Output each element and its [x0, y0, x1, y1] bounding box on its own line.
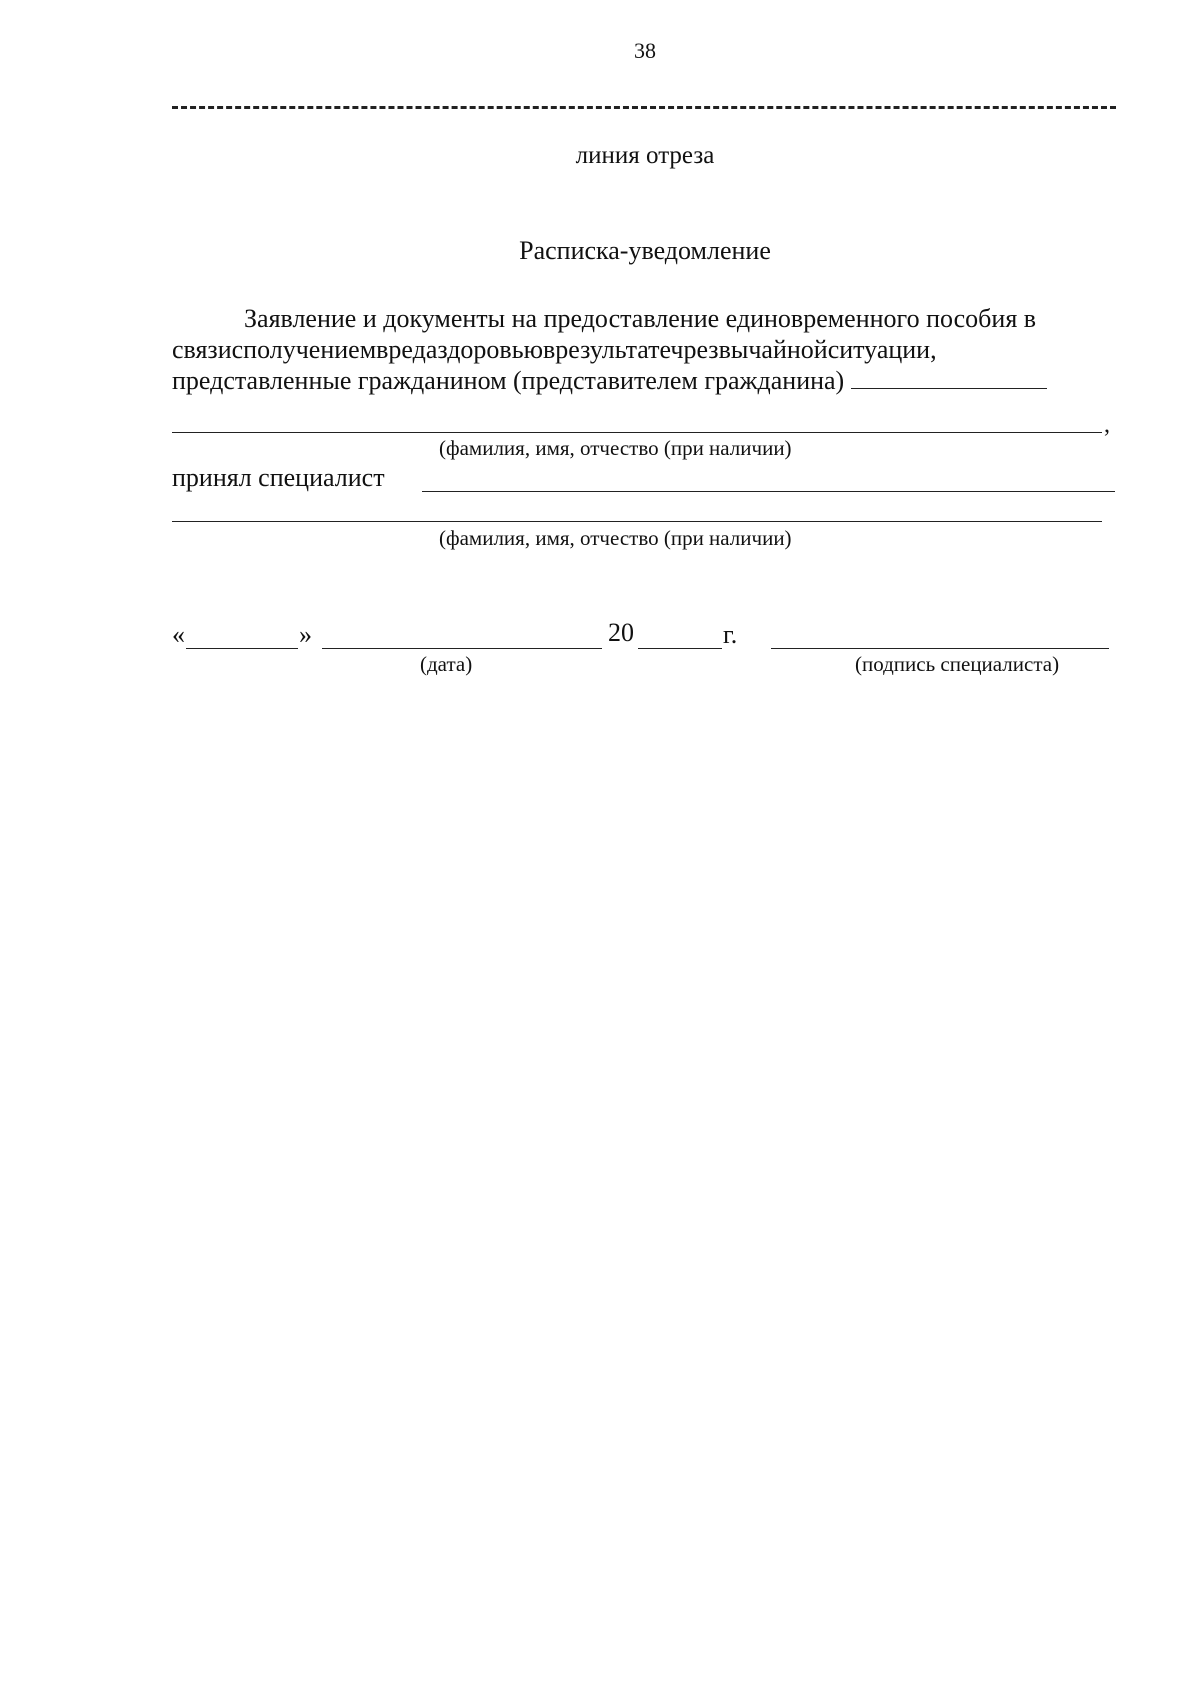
paragraph-word: связи	[172, 335, 232, 364]
date-close-quote: »	[299, 620, 312, 649]
caption-fio-citizen: (фамилия, имя, отчество (при наличии)	[439, 436, 792, 460]
paragraph-word: чрезвычайной	[670, 335, 828, 364]
statement-paragraph	[172, 303, 1116, 396]
paragraph-line-3-text: представленные гражданином (представителем гражданина)	[172, 366, 845, 395]
date-year-prefix: 20	[608, 618, 634, 647]
paragraph-word: с	[231, 335, 244, 364]
date-open-quote: «	[172, 620, 185, 649]
caption-fio-specialist: (фамилия, имя, отчество (при наличии)	[439, 526, 792, 550]
paragraph-word: результате	[555, 335, 671, 364]
caption-date: (дата)	[420, 652, 473, 676]
paragraph-word: ситуации,	[827, 335, 937, 364]
date-day-field[interactable]	[186, 648, 298, 649]
paragraph-word: в	[543, 335, 556, 364]
accepted-by-label: принял специалист	[172, 463, 385, 492]
citizen-name-field-line[interactable]	[172, 432, 1102, 433]
cut-line-dashes	[172, 106, 1116, 109]
paragraph-word: вреда	[376, 335, 438, 364]
specialist-name-field-start[interactable]	[422, 491, 1115, 492]
paragraph-word: здоровью	[437, 335, 543, 364]
specialist-name-field-line[interactable]	[172, 521, 1102, 522]
paragraph-word: получением	[243, 335, 377, 364]
paragraph-line-1: Заявление и документы на предоставление единовременного пособия в	[244, 304, 1037, 333]
paragraph-line-2	[172, 334, 1116, 365]
date-year-suffix: г.	[723, 620, 738, 649]
paragraph-line-3	[172, 365, 1116, 396]
page-number: 38	[634, 38, 656, 63]
cut-line-label: линия отреза	[575, 142, 715, 169]
caption-signature: (подпись специалиста)	[855, 652, 1060, 676]
document-title: Расписка-уведомление	[519, 236, 771, 265]
citizen-name-field-start[interactable]	[851, 388, 1047, 389]
signature-field[interactable]	[771, 648, 1109, 649]
date-month-field[interactable]	[322, 648, 602, 649]
date-year-field[interactable]	[638, 648, 722, 649]
citizen-name-comma: ,	[1104, 412, 1110, 438]
